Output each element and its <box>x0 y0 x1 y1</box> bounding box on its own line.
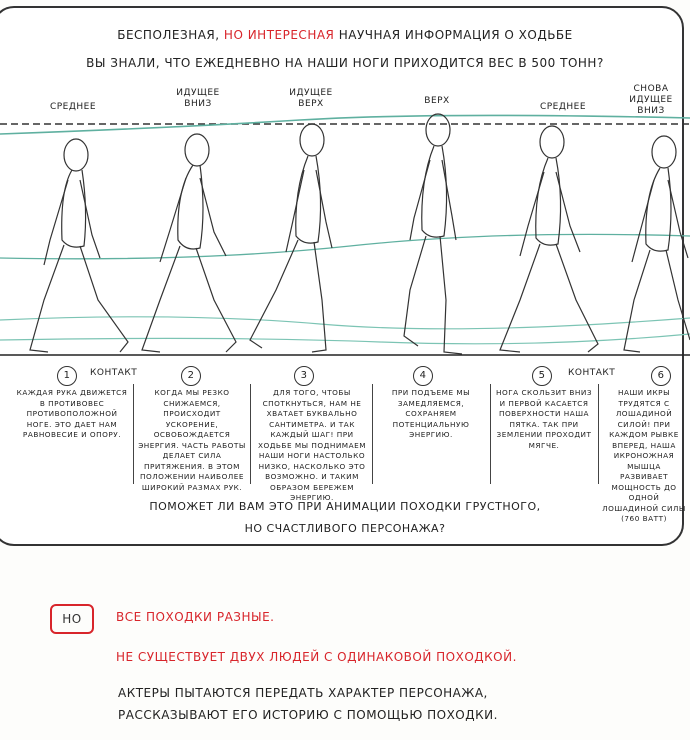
column-divider <box>133 384 134 484</box>
column-divider <box>490 384 491 484</box>
step-text-3: ДЛЯ ТОГО, ЧТОБЫ СПОТКНУТЬСЯ, НАМ НЕ ХВАТАЕТ БУКВАЛЬНО САНТИМЕТРА. И ТАК КАЖДЫЙ ШАГ! ПРИ ХОДЬБЕ МЫ ПОДНИМАЕМ НАШИ НОГИ НАСТОЛЬКО НИЗКО, НАСКОЛЬКО ЭТО ВОЗМОЖНО. И ТАКИМ ОБРАЗОМ БЕРЕЖЕМ ЭНЕРГИЮ. <box>257 388 366 502</box>
phase-label-6: СНОВА ИДУЩЕЕ ВНИЗ <box>629 84 673 116</box>
animation-question: ПОМОЖЕТ ЛИ ВАМ ЭТО ПРИ АНИМАЦИИ ПОХОДКИ ГРУСТНОГО, НО СЧАСТЛИВОГО ПЕРСОНАЖА? <box>149 500 541 535</box>
step-number-4: 4 <box>413 366 433 386</box>
header-red-text: НО ИНТЕРЕСНАЯ <box>223 28 335 42</box>
step-number-3: 3 <box>294 366 314 386</box>
phase-label-3: ИДУЩЕЕ ВЕРХ <box>289 88 333 109</box>
contact-label-2: КОНТАКТ <box>568 368 616 378</box>
foot-path-line <box>0 334 690 344</box>
step-text-1: КАЖДАЯ РУКА ДВИЖЕТСЯ В ПРОТИВОВЕС ПРОТИВОПОЛОЖНОЙ НОГЕ. ЭТО ДАЕТ НАМ РАВНОВЕСИЕ И ОПОРУ. <box>16 388 128 439</box>
phase-label-5: СРЕДНЕЕ <box>539 102 587 112</box>
column-divider <box>598 384 599 484</box>
step-text-6: НАШИ ИКРЫ ТРУДЯТСЯ С ЛОШАДИНОЙ СИЛОЙ! ПРИ КАЖДОМ РЫВКЕ ВПЕРЕД, НАША ИКРОНОЖНАЯ МЫШЦА РАЗВИВАЕТ МОЩНОСТЬ ДО ОДНОЙ ЛОШАДИНОЙ СИЛЫ (760 ВАТТ) <box>602 388 686 523</box>
walker-figure-4 <box>404 114 462 354</box>
step-number-6: 6 <box>651 366 671 386</box>
contact-label-1: КОНТАКТ <box>90 368 138 378</box>
all-walks-different-text: ВСЕ ПОХОДКИ РАЗНЫЕ. <box>116 610 275 624</box>
step-text-5: НОГА СКОЛЬЗИТ ВНИЗ И ПЕРВОЙ КАСАЕТСЯ ПОВЕРХНОСТИ НАША ПЯТКА. ТАК ПРИ ЗЕМЛЕНИИ ПРОХОДИТ МЯГЧЕ. <box>495 388 593 450</box>
phase-label-1: СРЕДНЕЕ <box>49 102 97 112</box>
step-number-1: 1 <box>57 366 77 386</box>
step-number-2: 2 <box>181 366 201 386</box>
column-divider <box>250 384 251 484</box>
column-divider <box>372 384 373 484</box>
walker-figure-3 <box>250 124 332 352</box>
walker-figure-2 <box>142 134 236 352</box>
phase-label-4: ВЕРХ <box>424 96 450 106</box>
step-number-5: 5 <box>532 366 552 386</box>
step-text-2: КОГДА МЫ РЕЗКО СНИЖАЕМСЯ, ПРОИСХОДИТ УСКОРЕНИЕ, ОСВОБОЖДАЕТСЯ ЭНЕРГИЯ. ЧАСТЬ РАБОТЫ ДЕЛАЕТ СИЛА ПРИТЯЖЕНИЯ. В ЭТОМ ПОЛОЖЕНИИ НАИБОЛЕЕ ШИРОКИЙ РАЗМАХ РУК. <box>138 388 246 492</box>
hip-path-line <box>0 234 690 258</box>
walker-figure-6 <box>624 136 690 352</box>
header-line-2: ВЫ ЗНАЛИ, ЧТО ЕЖЕДНЕВНО НА НАШИ НОГИ ПРИХОДИТСЯ ВЕС В 500 ТОНН? <box>86 56 604 70</box>
step-text-4: ПРИ ПОДЪЕМЕ МЫ ЗАМЕДЛЯЕМСЯ, СОХРАНЯЕМ ПОТЕНЦИАЛЬНУЮ ЭНЕРГИЮ. <box>391 388 471 439</box>
walker-figure-1 <box>30 139 128 352</box>
header-line-1: БЕСПОЛЕЗНАЯ, НО ИНТЕРЕСНАЯ НАУЧНАЯ ИНФОРМАЦИЯ О ХОДЬБЕ <box>117 28 573 42</box>
phase-label-2: ИДУЩЕЕ ВНИЗ <box>176 88 220 109</box>
no-two-alike-text: НЕ СУЩЕСТВУЕТ ДВУХ ЛЮДЕЙ С ОДИНАКОВОЙ ПОХОДКОЙ. <box>116 650 517 664</box>
actors-text: АКТЕРЫ ПЫТАЮТСЯ ПЕРЕДАТЬ ХАРАКТЕР ПЕРСОНАЖА, РАССКАЗЫВАЮТ ЕГО ИСТОРИЮ С ПОМОЩЬЮ ПОХОДКИ. <box>118 686 498 722</box>
walker-figure-5 <box>500 126 598 352</box>
knee-path-line <box>0 317 690 329</box>
but-badge: НО <box>50 604 94 634</box>
